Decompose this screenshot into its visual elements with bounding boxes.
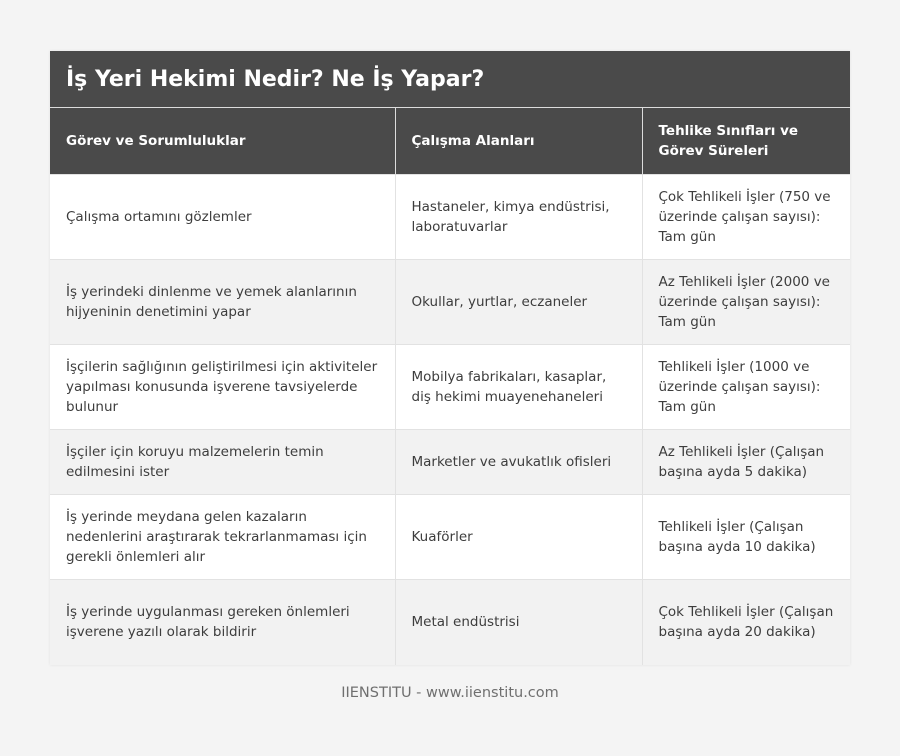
duty-cell: İş yerinde meydana gelen kazaların nedenlerini araştırarak tekrarlanmaması için gerekli önlemleri alır (50, 495, 395, 580)
area-cell: Metal endüstrisi (395, 580, 642, 665)
hazard-cell: Az Tehlikeli İşler (2000 ve üzerinde çalışan sayısı): Tam gün (642, 260, 850, 345)
info-table-card (50, 51, 850, 665)
area-cell: Kuaförler (395, 495, 642, 580)
table-row (50, 260, 850, 345)
table-row (50, 580, 850, 665)
table-row (50, 175, 850, 260)
area-cell: Okullar, yurtlar, eczaneler (395, 260, 642, 345)
area-cell: Mobilya fabrikaları, kasaplar, diş hekimi muayenehaneleri (395, 345, 642, 430)
area-cell: Hastaneler, kimya endüstrisi, laboratuvarlar (395, 175, 642, 260)
duty-cell: İş yerindeki dinlenme ve yemek alanlarının hijyeninin denetimini yapar (50, 260, 395, 345)
hazard-cell: Çok Tehlikeli İşler (750 ve üzerinde çalışan sayısı): Tam gün (642, 175, 850, 260)
table-title: İş Yeri Hekimi Nedir? Ne İş Yapar? (50, 51, 850, 108)
table-header-row (50, 108, 850, 175)
duty-cell: Çalışma ortamını gözlemler (50, 175, 395, 260)
hazard-cell: Çok Tehlikeli İşler (Çalışan başına ayda 20 dakika) (642, 580, 850, 665)
duty-cell: İşçiler için koruyu malzemelerin temin edilmesini ister (50, 430, 395, 495)
table-row (50, 345, 850, 430)
hazard-cell: Tehlikeli İşler (Çalışan başına ayda 10 dakika) (642, 495, 850, 580)
duty-cell: İşçilerin sağlığının geliştirilmesi için aktiviteler yapılması konusunda işverene tavsiyelerde bulunur (50, 345, 395, 430)
hazard-cell: Az Tehlikeli İşler (Çalışan başına ayda 5 dakika) (642, 430, 850, 495)
table-row (50, 495, 850, 580)
column-header-duties: Görev ve Sorumluluklar (50, 108, 395, 175)
table-row (50, 430, 850, 495)
info-table (50, 108, 850, 665)
source-footer: IIENSTITU - www.iienstitu.com (341, 685, 559, 701)
column-header-work-areas: Çalışma Alanları (395, 108, 642, 175)
column-header-hazard-classes: Tehlike Sınıfları ve Görev Süreleri (642, 108, 850, 175)
duty-cell: İş yerinde uygulanması gereken önlemleri işverene yazılı olarak bildirir (50, 580, 395, 665)
hazard-cell: Tehlikeli İşler (1000 ve üzerinde çalışan sayısı): Tam gün (642, 345, 850, 430)
area-cell: Marketler ve avukatlık ofisleri (395, 430, 642, 495)
